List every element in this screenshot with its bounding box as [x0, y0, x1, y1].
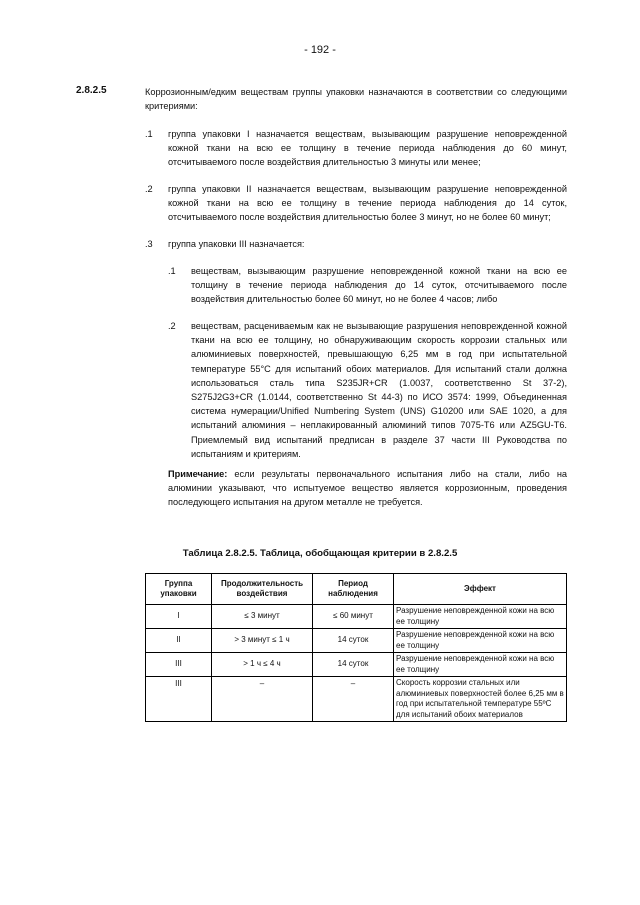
table-row: [146, 677, 567, 722]
table-cell: I: [146, 605, 212, 629]
column-header: Продолжительность воздействия: [212, 574, 313, 605]
table-cell: III: [146, 677, 212, 722]
table-cell: –: [212, 677, 313, 722]
table-cell: Разрушение неповрежденной кожи на всю ее толщину: [394, 605, 567, 629]
table-caption: Таблица 2.8.2.5. Таблица, обобщающая критерии в 2.8.2.5: [182, 548, 458, 559]
table-cell: ≤ 60 минут: [313, 605, 394, 629]
note-label: Примечание:: [168, 469, 228, 479]
table-cell: II: [146, 629, 212, 653]
table-cell: 14 суток: [313, 629, 394, 653]
table-cell: Разрушение неповрежденной кожи на всю ее толщину: [394, 653, 567, 677]
item-text: группа упаковки II назначается веществам, вызывающим разрушение неповрежденной кожной ткани на всю ее толщину в течение периода наблюдения до 14 суток, отсчитываемого после воздействия длительностью более 3 минут, но не более 60 минут;: [168, 184, 567, 223]
item-number: .3: [145, 239, 153, 249]
table-header-row: [146, 574, 567, 605]
subitem-number: .2: [168, 321, 176, 331]
section-number: 2.8.2.5: [76, 85, 107, 96]
table-row: [146, 629, 567, 653]
section-intro: Коррозионным/едким веществам группы упаковки назначаются в соответствии со следующими критериями:: [145, 87, 567, 112]
column-header: Эффект: [394, 574, 567, 605]
note-text: если результаты первоначального испытания либо на стали, либо на алюминии указывают, что испытуемое вещество является коррозионным, проведения последующего испытания на другом металле не требуется.: [168, 469, 567, 508]
subitem-number: .1: [168, 266, 176, 276]
table-cell: –: [313, 677, 394, 722]
column-header: Период наблюдения: [313, 574, 394, 605]
table-cell: Скорость коррозии стальных или алюминиевых поверхностей более 6,25 мм в год при испытательной температуре 55ºC для испытаний обоих материалов: [394, 677, 567, 722]
item-text: группа упаковки III назначается:: [168, 239, 305, 249]
table-cell: 14 суток: [313, 653, 394, 677]
subitem-text: веществам, расцениваемым как не вызывающие разрушения неповрежденной кожной ткани на всю ее толщину, но обнаруживающим скорость коррозии стальных или алюминиевых поверхностей, превышающую 6,25 мм в год при испытательной температуре 55°C для испытаний обоих материалов. Для испытаний стали должна использоваться сталь типа S235JR+CR (1.0037, соответственно St 37-2), S275J2G3+CR (1.0144, соответственно St 44-3) по ИСО 3574: 1999, Объединенная система нумерации/Unified Numbering System (UNS) G10200 или SAE 1020, а для испытаний алюминия – неплакированный алюминий типов 7075-T6 или AZ5GU-T6. Приемлемый вид испытаний предписан в разделе 37 части III Руководства по испытаниям и критериям.: [191, 321, 567, 459]
table-row: [146, 653, 567, 677]
page-number: - 192 -: [304, 44, 336, 56]
table-cell: Разрушение неповрежденной кожи на всю ее толщину: [394, 629, 567, 653]
table-cell: > 3 минут ≤ 1 ч: [212, 629, 313, 653]
item-text: группа упаковки I назначается веществам, вызывающим разрушение неповрежденной кожной ткани на всю ее толщину в течение периода наблюдения до 60 минут, отсчитываемого после воздействия длительностью 3 минуты или менее;: [168, 129, 567, 168]
table-cell: III: [146, 653, 212, 677]
item-number: .2: [145, 184, 153, 194]
subitem-text: веществам, вызывающим разрушение неповрежденной кожной ткани на всю ее толщину в течение периода наблюдения до 14 суток, отсчитываемого после воздействия длительностью более 60 минут, но не более 4 часов; либо: [191, 266, 567, 305]
table-row: [146, 605, 567, 629]
criteria-table: [145, 573, 567, 722]
item-number: .1: [145, 129, 153, 139]
note: [168, 467, 567, 510]
column-header: Группа упаковки: [146, 574, 212, 605]
table-cell: ≤ 3 минут: [212, 605, 313, 629]
table-cell: > 1 ч ≤ 4 ч: [212, 653, 313, 677]
